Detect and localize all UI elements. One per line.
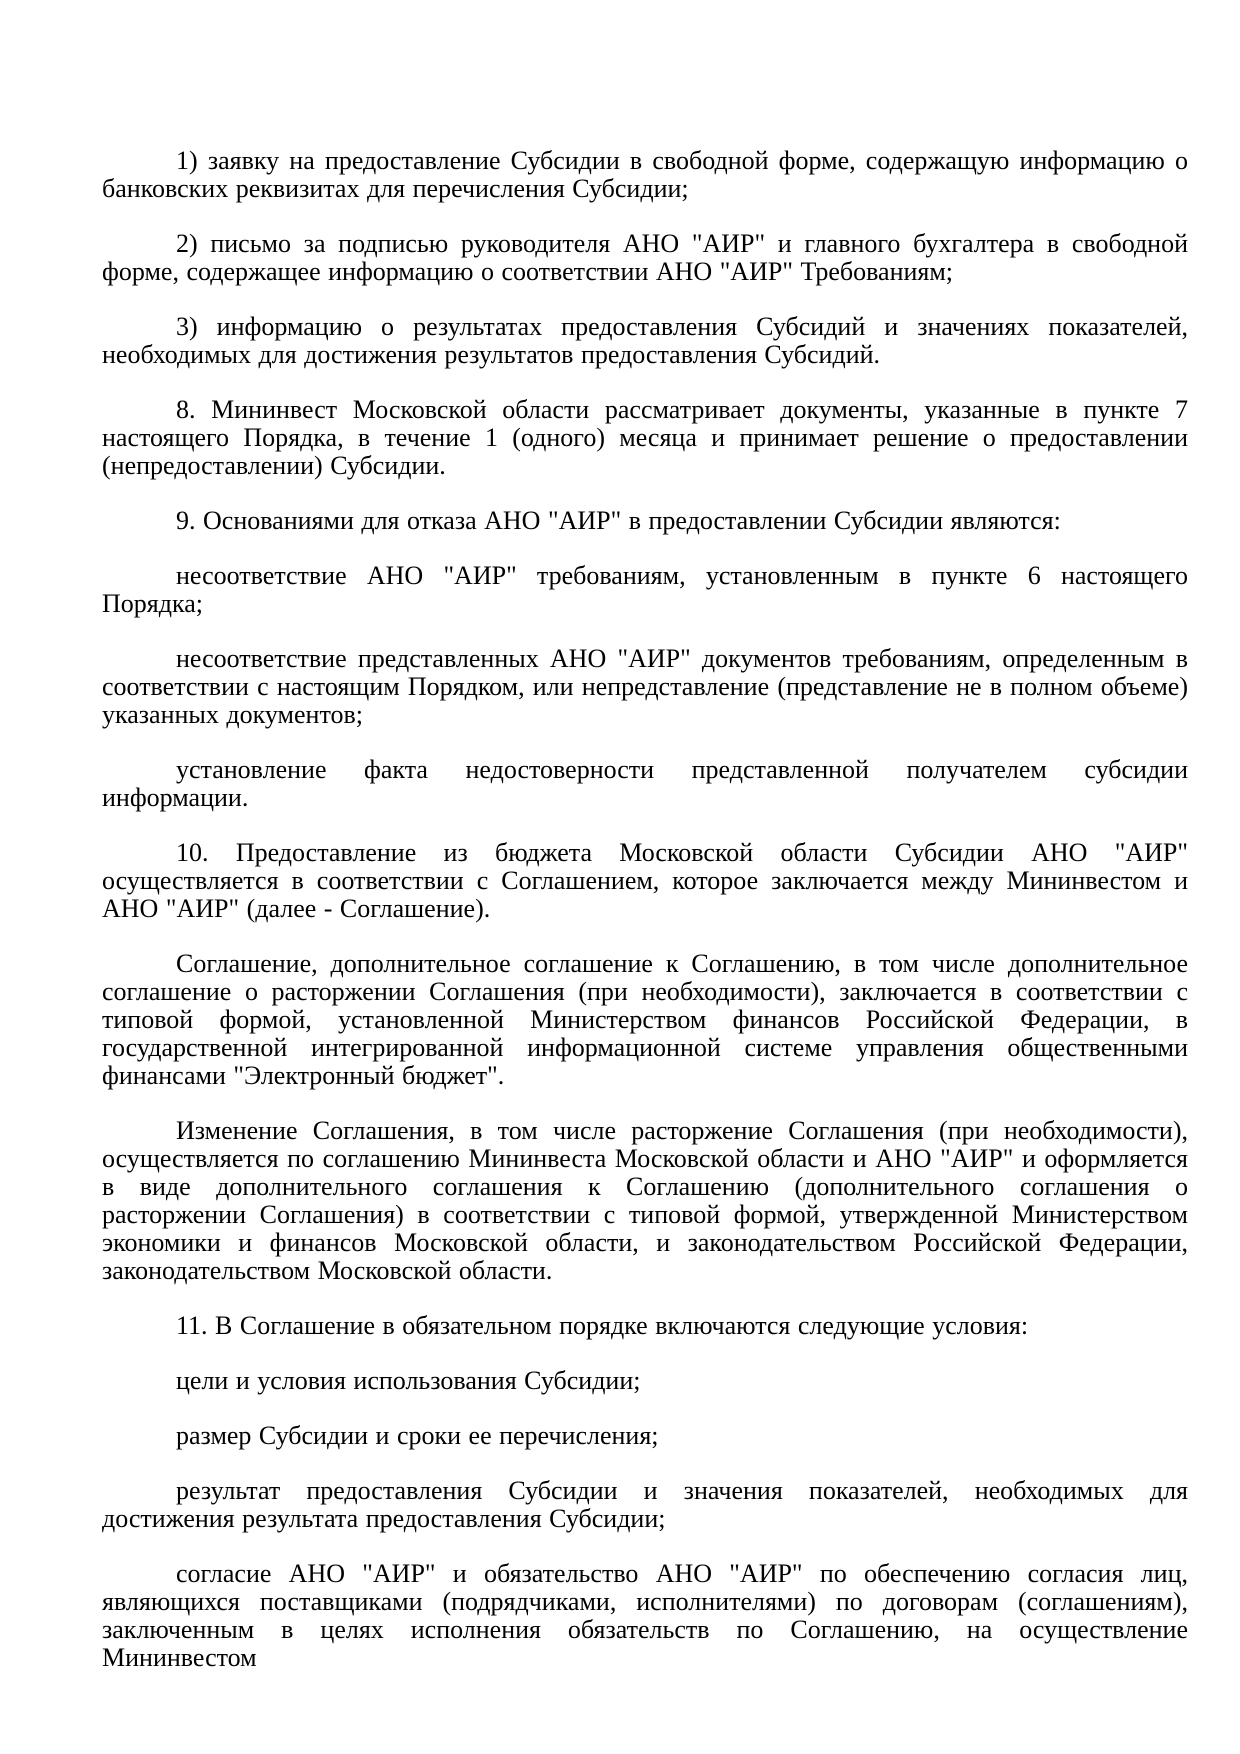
paragraph-13: цели и условия использования Субсидии; xyxy=(176,1366,641,1395)
paragraph-10: Соглашение, дополнительное соглашение к Соглашению, в том числе дополнительное соглашение о расторжении Соглашения (при необходимости), заключается в соответствии с типовой формой, установленной Министерством финансов Российской Федерации, в государственной интегрированной информационной системе управления общественными финансами "Электронный бюджет". xyxy=(102,949,1188,1090)
paragraph-14: размер Субсидии и сроки ее перечисления; xyxy=(176,1421,659,1450)
paragraph-3: 3) информацию о результатах предоставления Субсидий и значениях показателей, необходимых для достижения результатов предоставления Субсидий. xyxy=(102,312,1188,369)
paragraph-6: несоответствие АНО "АИР" требованиям, установленным в пункте 6 настоящего Порядка; xyxy=(102,561,1188,618)
paragraph-8: установление факта недостоверности представленной получателем субсидии информации. xyxy=(102,755,1188,812)
paragraph-4: 8. Мининвест Московской области рассматривает документы, указанные в пункте 7 настоящего Порядка, в течение 1 (одного) месяца и принимает решение о предоставлении (непредоставлении) Субсидии. xyxy=(102,395,1188,480)
paragraph-9: 10. Предоставление из бюджета Московской области Субсидии АНО "АИР" осуществляется в соответствии с Соглашением, которое заключается между Мининвестом и АНО "АИР" (далее - Соглашение). xyxy=(102,838,1188,923)
document-content xyxy=(102,147,1188,1699)
paragraph-7: несоответствие представленных АНО "АИР" документов требованиям, определенным в соответствии с настоящим Порядком, или непредставление (представление не в полном объеме) указанных документов; xyxy=(102,644,1188,729)
paragraph-5: 9. Основаниями для отказа АНО "АИР" в предоставлении Субсидии являются: xyxy=(176,506,1061,535)
paragraph-11: Изменение Соглашения, в том числе расторжение Соглашения (при необходимости), осуществляется по соглашению Мининвеста Московской области и АНО "АИР" и оформляется в виде дополнительного соглашения к Соглашению (дополнительного соглашения о расторжении Соглашения) в соответствии с типовой формой, утвержденной Министерством экономики и финансов Московской области, и законодательством Российской Федерации, законодательством Московской области. xyxy=(102,1116,1188,1285)
paragraph-15: результат предоставления Субсидии и значения показателей, необходимых для достижения результата предоставления Субсидии; xyxy=(102,1476,1188,1533)
paragraph-12: 11. В Соглашение в обязательном порядке включаются следующие условия: xyxy=(176,1311,1029,1340)
paragraph-2: 2) письмо за подписью руководителя АНО "АИР" и главного бухгалтера в свободной форме, содержащее информацию о соответствии АНО "АИР" Требованиям; xyxy=(102,229,1188,286)
paragraph-16: согласие АНО "АИР" и обязательство АНО "АИР" по обеспечению согласия лиц, являющихся поставщиками (подрядчиками, исполнителями) по договорам (соглашениям), заключенным в целях исполнения обязательств по Соглашению, на осуществление Мининвестом xyxy=(102,1559,1188,1672)
paragraph-1: 1) заявку на предоставление Субсидии в свободной форме, содержащую информацию о банковских реквизитах для перечисления Субсидии; xyxy=(102,146,1188,203)
